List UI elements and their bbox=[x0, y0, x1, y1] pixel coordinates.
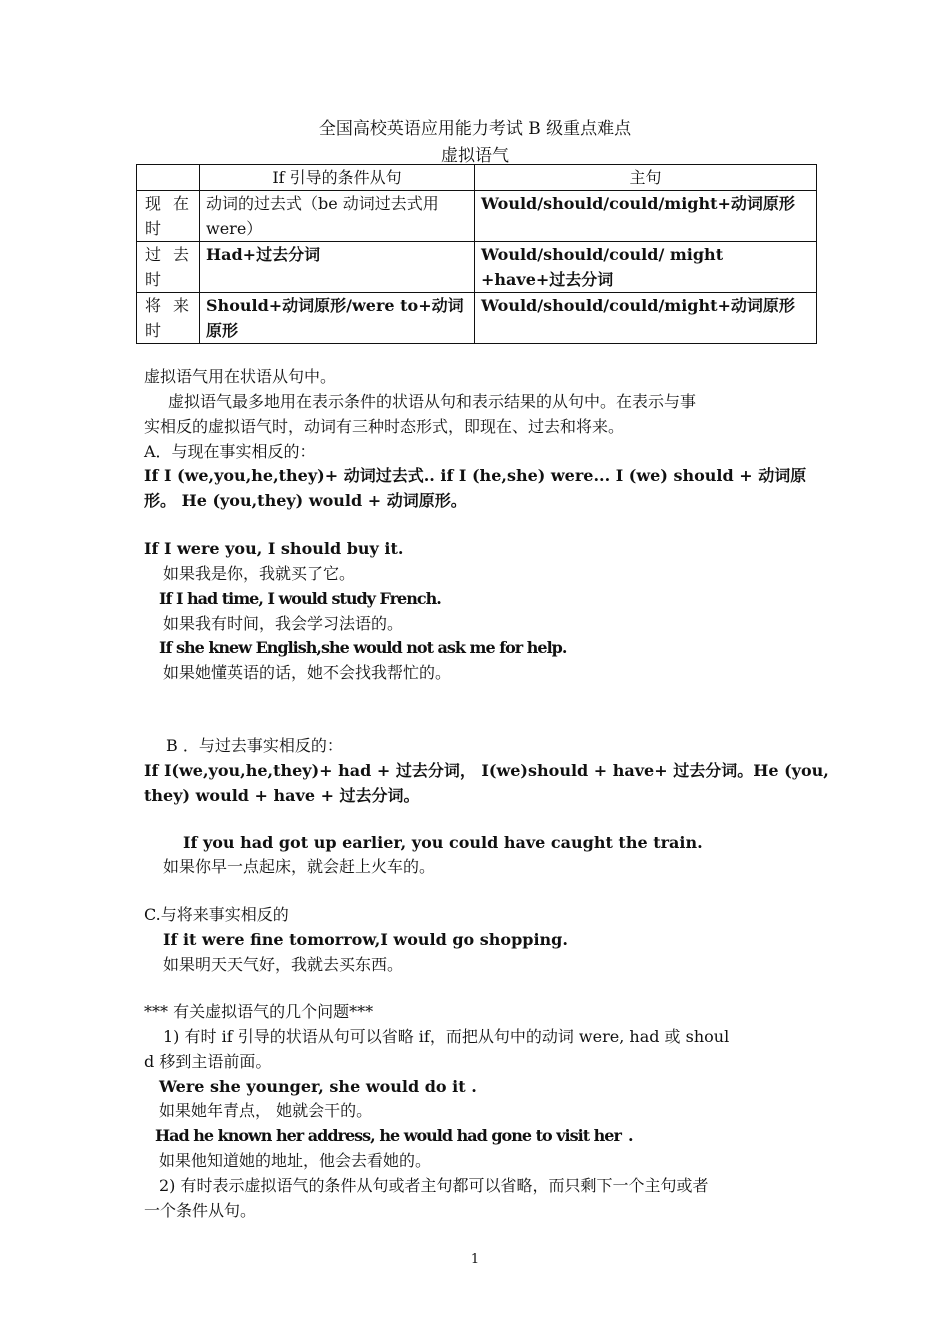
tense-cell: 过去时 bbox=[137, 242, 200, 293]
paragraph-line: 虚拟语气最多地用在表示条件的状语从句和表示结果的从句中。在表示与事 bbox=[168, 392, 697, 411]
example-english: If it were fine tomorrow,I would go shopping. bbox=[163, 930, 568, 949]
example-chinese: 如果明天天气好，我就去买东西。 bbox=[163, 955, 404, 974]
tense-cell: 现在时 bbox=[137, 191, 200, 242]
paragraph-intro: 虚拟语气用在状语从句中。 bbox=[144, 367, 337, 386]
clause-cell: 动词的过去式（be 动词过去式用 were） bbox=[200, 191, 475, 242]
example-english: If you had got up earlier, you could have caught the train. bbox=[183, 833, 703, 852]
document-subtitle: 虚拟语气 bbox=[441, 146, 509, 166]
main-clause-cell: Would/should/could/might+动词原形 bbox=[475, 293, 817, 344]
section-c-heading: C.与将来事实相反的 bbox=[144, 905, 289, 924]
note-line: d 移到主语前面。 bbox=[144, 1052, 272, 1071]
section-a-heading: A．与现在事实相反的： bbox=[144, 442, 316, 461]
page-number: 1 bbox=[470, 1252, 480, 1267]
table-header-cell bbox=[137, 165, 200, 191]
example-english: If she knew English,she would not ask me for help. bbox=[159, 638, 567, 657]
clause-cell: Had+过去分词 bbox=[200, 242, 475, 293]
paragraph-line: 实相反的虚拟语气时，动词有三种时态形式，即现在、过去和将来。 bbox=[144, 417, 625, 436]
rule-line: If I(we,you,he,they)+ had + 过去分词， I(we)should + have+ 过去分词。He (you, bbox=[144, 761, 829, 780]
example-english: Were she younger, she would do it . bbox=[159, 1077, 477, 1096]
table-header-cell: If 引导的条件从句 bbox=[200, 165, 475, 191]
example-chinese: 如果我有时间，我会学习法语的。 bbox=[163, 614, 404, 633]
section-b-heading: B ．与过去事实相反的： bbox=[166, 736, 343, 755]
table-row bbox=[137, 242, 817, 293]
example-chinese: 如果我是你，我就买了它。 bbox=[163, 564, 356, 583]
example-chinese: 如果她年青点， 她就会干的。 bbox=[159, 1101, 373, 1120]
table-row bbox=[137, 293, 817, 344]
rule-line: If I (we,you,he,they)+ 动词过去式.. if I (he,she) were... I (we) should + 动词原 bbox=[144, 466, 807, 485]
tense-cell: 将来时 bbox=[137, 293, 200, 344]
clause-cell: Should+动词原形/were to+动词原形 bbox=[200, 293, 475, 344]
example-english: Had he known her address, he would had gone to visit her bbox=[155, 1126, 621, 1145]
example-english: If I had time, I would study French. bbox=[159, 589, 441, 608]
table-header-row bbox=[137, 165, 817, 191]
document-title: 全国高校英语应用能力考试 B 级重点难点 bbox=[318, 119, 632, 139]
questions-heading: *** 有关虚拟语气的几个问题*** bbox=[144, 1002, 374, 1021]
rule-line: they) would + have + 过去分词。 bbox=[144, 786, 420, 805]
note-line: 2) 有时表示虚拟语气的条件从句或者主句都可以省略，而只剩下一个主句或者 bbox=[159, 1176, 709, 1195]
example-english: If I were you, I should buy it. bbox=[144, 539, 404, 558]
rule-line: 形。 He (you,they) would + 动词原形。 bbox=[144, 491, 467, 510]
example-period: . bbox=[628, 1126, 634, 1145]
example-chinese: 如果你早一点起床，就会赶上火车的。 bbox=[163, 857, 436, 876]
subjunctive-table bbox=[136, 164, 817, 344]
note-line: 1) 有时 if 引导的状语从句可以省略 if，而把从句中的动词 were, had 或 shoul bbox=[163, 1027, 730, 1046]
table-header-cell: 主句 bbox=[475, 165, 817, 191]
table-row bbox=[137, 191, 817, 242]
example-chinese: 如果她懂英语的话，她不会找我帮忙的。 bbox=[163, 663, 452, 682]
example-chinese: 如果他知道她的地址，他会去看她的。 bbox=[159, 1151, 432, 1170]
note-line: 一个条件从句。 bbox=[144, 1201, 257, 1220]
main-clause-cell: Would/should/could/might+动词原形 bbox=[475, 191, 817, 242]
main-clause-cell: Would/should/could/ might +have+过去分词 bbox=[475, 242, 817, 293]
